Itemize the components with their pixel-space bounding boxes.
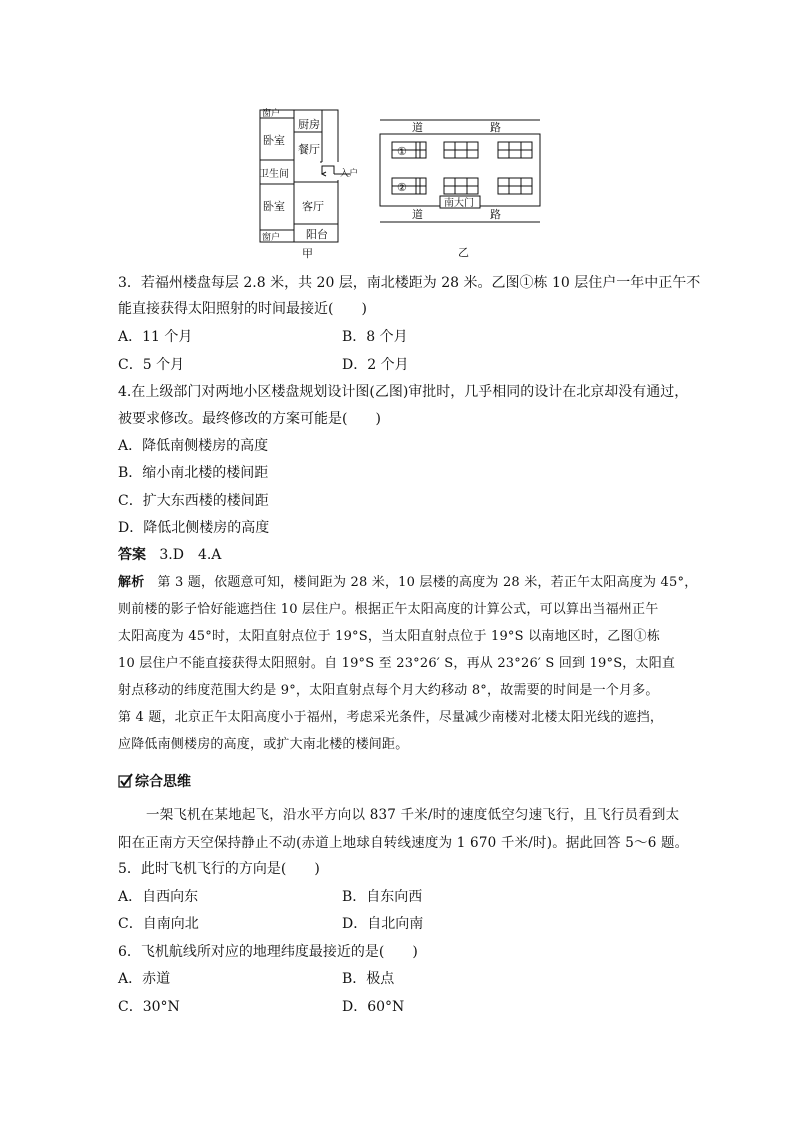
explanation-line-3: 太阳高度为 45°时，太阳直射点位于 19°S，当太阳直射点位于 19°S 以南地区时，乙图①栋 <box>118 629 661 644</box>
q4-option-d: D．降低北侧楼房的高度 <box>118 520 270 536</box>
question-3 <box>118 272 700 292</box>
question-3-line2: 能直接获得太阳照射的时间最接近( ) <box>118 301 367 317</box>
room-dining: 餐厅 <box>298 143 320 156</box>
building-2-label: ② <box>397 181 407 194</box>
answer-line <box>118 544 221 564</box>
q3-option-b: B．8 个月 <box>342 329 408 345</box>
room-bedroom-bottom: 卧室 <box>263 200 285 213</box>
room-kitchen: 厨房 <box>298 118 320 131</box>
floor-plan-figure <box>250 100 370 260</box>
q5-option-c: C．自南向北 <box>118 916 199 932</box>
q3-option-d: D．2 个月 <box>342 357 409 373</box>
figure-caption-jia: 甲 <box>302 247 313 260</box>
question-4 <box>118 381 688 401</box>
q5-option-d: D．自北向南 <box>342 916 424 932</box>
answer-label: 答案 <box>118 547 146 563</box>
q3-option-c: C．5 个月 <box>118 357 185 373</box>
explanation-line-1 <box>118 571 697 590</box>
figure-caption-yi: 乙 <box>458 246 469 259</box>
q4-option-b: B．缩小南北楼的楼间距 <box>118 465 269 481</box>
q3-option-a: A．11 个月 <box>118 329 193 345</box>
south-gate-label: 南大门 <box>444 198 474 209</box>
explanation-line-6: 第 4 题，北京正午太阳高度小于福州，考虑采光条件，尽量减少南楼对北楼太阳光线的遮挡， <box>118 710 664 725</box>
q6-option-a: A．赤道 <box>118 971 171 987</box>
q5-option-b: B．自东向西 <box>342 889 423 905</box>
question-6: 6．飞机航线所对应的地理纬度最接近的是( ) <box>118 944 418 960</box>
building-row-north <box>392 142 532 158</box>
question-5: 5．此时飞机飞行的方向是( ) <box>118 861 320 877</box>
road-bottom-2: 路 <box>490 208 501 221</box>
road-top-1: 道 <box>412 121 423 134</box>
question-4-text: 在上级部门对两地小区楼盘规划设计图(乙图)审批时，几乎相同的设计在北京却没有通过， <box>131 384 689 400</box>
room-bedroom-top: 卧室 <box>263 134 285 147</box>
explanation-label: 解析 <box>118 575 145 590</box>
explanation-line-5: 射点移动的纬度范围大约是 9°，太阳直射点每个月大约移动 8°，故需要的时间是一个月多。 <box>118 683 659 698</box>
explanation-line-4: 10 层住户不能直接获得太阳照射。自 19°S 至 23°26′ S，再从 23°26′ S 回到 19°S，太阳直 <box>118 656 676 671</box>
section-title: 综合思维 <box>135 774 191 790</box>
answer-value: 3.D 4.A <box>159 547 222 563</box>
road-bottom-1: 道 <box>412 208 423 221</box>
passage-line-1: 一架飞机在某地起飞，沿水平方向以 837 千米/时的速度低空匀速飞行，且飞行员看到太 <box>146 807 680 823</box>
question-3-text: 若福州楼盘每层 2.8 米，共 20 层，南北楼距为 28 米。乙图①栋 10 层住户一年中正午不 <box>140 275 701 291</box>
explanation-line-7: 应降低南侧楼房的高度，或扩大南北楼的楼间距。 <box>118 737 409 752</box>
room-window-top: 窗户 <box>262 109 281 119</box>
room-window-bottom: 窗户 <box>262 233 281 243</box>
room-balcony: 阳台 <box>306 228 328 241</box>
q4-option-c: C．扩大东西楼的楼间距 <box>118 493 269 509</box>
explanation-text-1: 第 3 题，依题意可知，楼间距为 28 米，10 层楼的高度为 28 米，若正午太阳高度为 45°， <box>157 575 698 590</box>
site-plan-figure <box>374 112 546 262</box>
q6-option-d: D．60°N <box>342 999 405 1015</box>
section-heading <box>118 771 191 791</box>
question-3-number: 3． <box>118 275 141 291</box>
check-box-icon <box>118 774 132 788</box>
road-top-2: 路 <box>490 121 501 134</box>
room-bathroom: 卫生间 <box>259 169 289 180</box>
question-4-number: 4. <box>118 384 132 400</box>
building-1-label: ① <box>397 145 407 158</box>
q6-option-b: B．极点 <box>342 971 395 987</box>
building-row-south <box>392 178 532 194</box>
explanation-line-2: 则前楼的影子恰好能遮挡住 10 层住户。根据正午太阳高度的计算公式，可以算出当福州正午 <box>118 602 659 617</box>
room-entry: 入户 <box>340 169 359 179</box>
room-living: 客厅 <box>302 200 324 213</box>
q6-option-c: C．30°N <box>118 999 180 1015</box>
question-4-line2: 被要求修改。最终修改的方案可能是( ) <box>118 411 381 427</box>
q4-option-a: A．降低南侧楼房的高度 <box>118 438 269 454</box>
q5-option-a: A．自西向东 <box>118 889 199 905</box>
passage-line-2: 阳在正南方天空保持静止不动(赤道上地球自转线速度为 1 670 千米/时)。据此回答 5～6 题。 <box>118 835 689 851</box>
